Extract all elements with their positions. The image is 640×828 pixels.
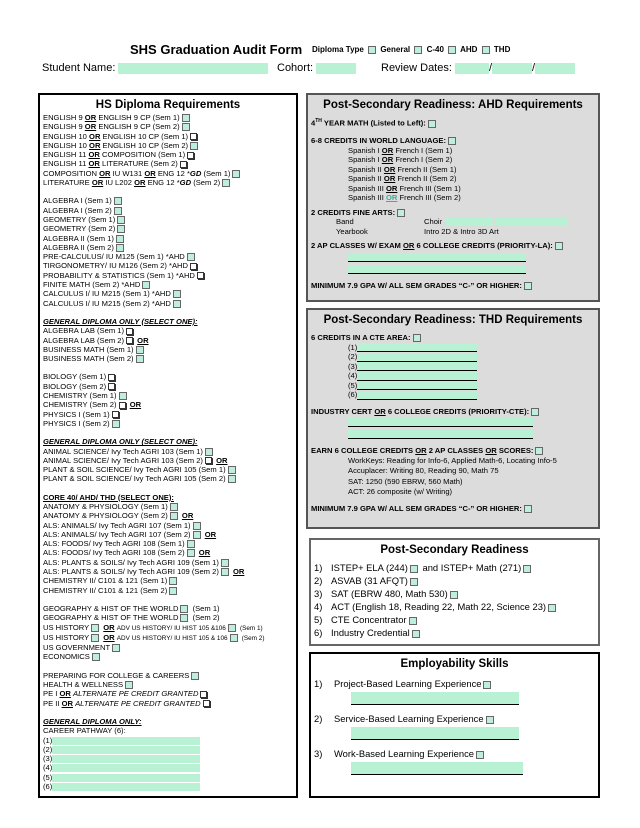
eng-row: ENGLISH 11 OR COMPOSITION (Sem 1) [43, 150, 264, 159]
arts-head: 2 CREDITS FINE ARTS: [311, 208, 568, 218]
checkbox[interactable] [173, 290, 181, 298]
social-row: US GOVERNMENT [43, 643, 264, 652]
cte-row: (3) [348, 362, 557, 372]
cert-field[interactable] [348, 430, 533, 439]
career-line: (6) [43, 782, 264, 791]
checkbox[interactable] [114, 197, 122, 205]
form-title: SHS Graduation Audit Form [130, 42, 303, 57]
lang-row: Spanish III OR French III (Sem 2) [348, 193, 461, 203]
psr-item: 3) SAT (EBRW 480, Math 530) [314, 587, 558, 600]
checkbox[interactable] [169, 577, 177, 585]
career-field[interactable] [52, 783, 200, 791]
eng-row: ENGLISH 9 OR ENGLISH 9 CP (Sem 1) [43, 113, 264, 122]
cert-fields [348, 418, 557, 439]
checkbox[interactable] [190, 142, 198, 150]
cte-field[interactable] [357, 343, 477, 352]
checkbox[interactable] [450, 591, 458, 599]
student-name-row [42, 62, 268, 74]
checkbox[interactable] [116, 235, 124, 243]
social-row: US HISTORY OR ADV US HISTORY/ IU HIST 105 &106 (Sem 1) [43, 622, 263, 632]
other-row: PE I OR ALTERNATE PE CREDIT GRANTED [43, 689, 264, 698]
checkbox[interactable] [182, 114, 190, 122]
math-row: ALGEBRA II (Sem 2) [43, 243, 264, 252]
emp-field[interactable] [351, 692, 519, 705]
checkbox[interactable] [92, 653, 100, 661]
checkbox[interactable] [428, 120, 436, 128]
checkbox[interactable] [117, 225, 125, 233]
gen1-row: BUSINESS MATH (Sem 2) [43, 354, 264, 363]
slash: / [532, 62, 536, 74]
thd-content [311, 333, 557, 513]
lang-head: 6-8 CREDITS IN WORLD LANGUAGE: [311, 136, 568, 146]
sci-row: BIOLOGY (Sem 1) [43, 372, 264, 381]
cte-field[interactable] [357, 353, 477, 362]
checkbox[interactable] [180, 614, 188, 622]
checkbox[interactable] [108, 383, 115, 390]
ap-field[interactable] [348, 253, 526, 262]
checkbox[interactable] [117, 216, 125, 224]
checkbox[interactable] [232, 170, 240, 178]
lang-list [348, 146, 568, 203]
gen1-row: ALGEBRA LAB (Sem 2) OR [43, 335, 149, 345]
ahd-content [311, 117, 568, 290]
checkbox[interactable] [368, 46, 376, 54]
eng-row: ENGLISH 10 OR ENGLISH 10 CP (Sem 1) [43, 132, 264, 141]
checkbox[interactable] [173, 300, 181, 308]
math-row: CALCULUS I/ IU M215 (Sem 1) *AHD [43, 289, 264, 298]
checkbox[interactable] [142, 281, 150, 289]
cte-list [348, 343, 557, 400]
core-row: CHEMISTRY II/ C101 & 121 (Sem 2) [43, 586, 264, 595]
ap-field[interactable] [348, 265, 526, 274]
checkbox[interactable] [190, 263, 197, 270]
checkbox[interactable] [483, 681, 491, 689]
checkbox[interactable] [203, 700, 210, 707]
checkbox[interactable] [414, 46, 422, 54]
career-line: (5) [43, 773, 264, 782]
lang-row: Spanish II OR French II (Sem 2) [348, 174, 457, 184]
other-row: PREPARING FOR COLLEGE & CAREERS [43, 671, 264, 680]
diploma-type-label: Diploma Type [312, 45, 364, 54]
cohort-row [277, 62, 356, 74]
psr-list [314, 561, 558, 639]
math-row: CALCULUS I/ IU M215 (Sem 2) *AHD [43, 299, 264, 308]
eng-row: COMPOSITION OR IU W131 OR ENG 12 *GD (Sem 1) [43, 169, 264, 178]
checkbox[interactable] [205, 457, 212, 464]
score-row: ACT: 26 composite (w/ Writing) [348, 487, 453, 496]
ahd-title: Post-Secondary Readiness: AHD Requirements [323, 99, 583, 111]
career-field[interactable] [52, 746, 200, 754]
student-name-label: Student Name: [42, 62, 116, 74]
social-row: GEOGRAPHY & HIST OF THE WORLD (Sem 2) [43, 613, 220, 623]
emp-item: 1) Project-Based Learning Experience [314, 677, 523, 691]
emp-item: 2) Service-Based Learning Experience [314, 712, 523, 726]
checkbox[interactable] [222, 179, 230, 187]
checkbox[interactable] [535, 447, 543, 455]
lang-row: Spanish II OR French II (Sem 1) [348, 164, 457, 174]
eng-row: LITERATURE OR IU L202 OR ENG 12 *GD (Sem 2) [43, 178, 264, 187]
math-row: FINITE MATH (Sem 2) *AHD [43, 280, 264, 289]
checkbox[interactable] [476, 751, 484, 759]
checkbox[interactable] [136, 355, 144, 363]
checkbox[interactable] [397, 209, 405, 217]
checkbox[interactable] [205, 448, 213, 456]
checkbox[interactable] [523, 565, 531, 573]
checkbox[interactable] [119, 402, 126, 409]
gen2-row: ANIMAL SCIENCE/ Ivy Tech AGRI 103 (Sem 2) OR [43, 455, 228, 465]
core-row: ALS: FOODS/ Ivy Tech AGRI 108 (Sem 2) OR [43, 548, 211, 558]
checkbox[interactable] [197, 272, 204, 279]
social-row: US HISTORY OR ADV US HISTORY/ IU HIST 105 & 106 (Sem 2) [43, 632, 265, 642]
ap-fields [348, 253, 568, 274]
math-row: ALGEBRA I (Sem 1) [43, 196, 264, 205]
career-field[interactable] [52, 755, 200, 763]
other-row: HEALTH & WELLNESS [43, 680, 264, 689]
type-c40: C-40 [426, 45, 444, 54]
review-dates-row [381, 62, 575, 74]
cte-row: (2) [348, 352, 557, 362]
checkbox[interactable] [136, 346, 144, 354]
eng-row: ENGLISH 10 OR ENGLISH 10 CP (Sem 2) [43, 141, 264, 150]
checkbox[interactable] [180, 161, 187, 168]
core-head: CORE 40/ AHD/ THD (SELECT ONE): [43, 492, 174, 502]
checkbox[interactable] [112, 420, 120, 428]
cohort-field[interactable] [316, 63, 356, 74]
psr-item: 5) CTE Concentrator [314, 613, 558, 626]
checkbox[interactable] [228, 475, 236, 483]
checkbox[interactable] [412, 630, 420, 638]
math-row: GEOMETRY (Sem 1) [43, 215, 264, 224]
cte-field[interactable] [357, 381, 477, 390]
lang-row: Spanish III OR French III (Sem 1) [348, 183, 461, 193]
sci-row: PHYSICS I (Sem 1) [43, 410, 264, 419]
math-row: GEOMETRY (Sem 2) [43, 224, 264, 233]
checkbox[interactable] [193, 531, 201, 539]
career-line: (4) [43, 763, 264, 772]
psr-title: Post-Secondary Readiness [380, 544, 529, 556]
core-row: ALS: PLANTS & SOILS/ Ivy Tech AGRI 109 (Sem 1) [43, 558, 264, 567]
score-row: SAT: 1250 (590 EBRW, 560 Math) [348, 476, 463, 486]
checkbox[interactable] [187, 253, 195, 261]
left-requirements [43, 113, 264, 791]
checkbox[interactable] [448, 137, 456, 145]
checkbox[interactable] [187, 549, 195, 557]
checkbox[interactable] [228, 624, 236, 632]
cohort-label: Cohort: [277, 62, 314, 74]
type-ahd: AHD [460, 45, 478, 54]
math-row: PRE-CALCULUS/ IU M125 (Sem 1) *AHD [43, 252, 264, 261]
hs-diploma-title: HS Diploma Requirements [95, 99, 241, 111]
checkbox[interactable] [112, 411, 119, 418]
earn-row: EARN 6 COLLEGE CREDITS OR 2 AP CLASSES OR SCORES: [311, 446, 557, 456]
math-row: TIRGONOMETRY/ IU M126 (Sem 2) *AHD [43, 261, 264, 270]
sci-row: PHYSICS I (Sem 2) [43, 419, 264, 428]
career-label: CAREER PATHWAY (6): [43, 726, 126, 736]
career-field[interactable] [52, 774, 200, 782]
gen2-row: PLANT & SOIL SCIENCE/ Ivy Tech AGRI 105 (Sem 1) [43, 465, 264, 474]
gen1-head: GENERAL DIPLOMA ONLY (SELECT ONE): [43, 316, 198, 326]
gen2-head: GENERAL DIPLOMA ONLY (SELECT ONE): [43, 437, 198, 447]
cte-row: (5) [348, 381, 557, 391]
core-row: ANATOMY & PHYSIOLOGY (Sem 2) OR [43, 511, 194, 521]
thd-title: Post-Secondary Readiness: THD Requirements [323, 314, 583, 326]
arts-field[interactable] [446, 218, 494, 226]
diploma-type-row [312, 45, 510, 54]
checkbox[interactable] [180, 605, 188, 613]
review-date-2[interactable] [492, 63, 532, 74]
cte-row: (4) [348, 371, 557, 381]
score-row: WorkKeys: Reading for Info-6, Applied Math-6, Locating Info-5 [348, 455, 557, 465]
ap-row: 2 AP CLASSES W/ EXAM OR 6 COLLEGE CREDITS (PRIORITY-LA): [311, 241, 568, 251]
checkbox[interactable] [524, 505, 532, 513]
checkbox[interactable] [187, 540, 195, 548]
core-row: ALS: ANIMALS/ Ivy Tech AGRI 107 (Sem 2) OR [43, 529, 217, 539]
lang-row: Spanish I OR French I (Sem 2) [348, 155, 453, 165]
checkbox[interactable] [413, 334, 421, 342]
math-row: PROBABILITY & STATISTICS (Sem 1) *AHD [43, 271, 264, 280]
slash: / [488, 62, 493, 74]
core-row: ALS: PLANTS & SOILS/ Ivy Tech AGRI 109 (Sem 2) OR [43, 567, 245, 577]
checkbox[interactable] [548, 604, 556, 612]
score-row: Accuplacer: Writing 80, Reading 90, Math 75 [348, 466, 499, 475]
checkbox[interactable] [91, 624, 99, 632]
core-row: ALS: FOODS/ Ivy Tech AGRI 108 (Sem 1) [43, 539, 264, 548]
review-date-1[interactable] [455, 63, 489, 74]
checkbox[interactable] [108, 374, 115, 381]
gen2-row: PLANT & SOIL SCIENCE/ Ivy Tech AGRI 105 (Sem 2) [43, 474, 264, 483]
arts-row: Band Choir [336, 217, 568, 227]
type-general: General [380, 45, 411, 54]
sci-row: CHEMISTRY (Sem 1) [43, 391, 264, 400]
emp-list [314, 677, 523, 775]
core-row: ANATOMY & PHYSIOLOGY (Sem 1) [43, 502, 264, 511]
gen1-row: BUSINESS MATH (Sem 1) [43, 345, 264, 354]
checkbox[interactable] [410, 578, 418, 586]
career-line: (2) [43, 745, 264, 754]
checkbox[interactable] [193, 522, 201, 530]
career-field[interactable] [52, 764, 200, 772]
checkbox[interactable] [221, 568, 229, 576]
core-row: CHEMISTRY II/ C101 & 121 (Sem 1) [43, 576, 264, 585]
checkbox[interactable] [112, 644, 120, 652]
gen2-row: ANIMAL SCIENCE/ Ivy Tech AGRI 103 (Sem 1) [43, 447, 264, 456]
math-row: ALGEBRA I (Sem 2) [43, 206, 264, 215]
cert-field[interactable] [348, 418, 533, 427]
cert-row: INDUSTRY CERT OR 6 COLLEGE CREDITS (PRIORITY-CTE): [311, 407, 557, 417]
core-row: ALS: ANIMALS/ Ivy Tech AGRI 107 (Sem 1) [43, 521, 264, 530]
psr-item: 2) ASVAB (31 AFQT) [314, 574, 558, 587]
cte-field[interactable] [357, 362, 477, 371]
checkbox[interactable] [486, 716, 494, 724]
cte-field[interactable] [357, 391, 477, 400]
checkbox[interactable] [555, 242, 563, 250]
lang-row: Spanish I OR French I (Sem 1) [348, 145, 453, 155]
checkbox[interactable] [482, 46, 490, 54]
ahd-gpa: MINIMUM 7.9 GPA W/ ALL SEM GRADES “C-” OR HIGHER: [311, 281, 568, 291]
checkbox[interactable] [169, 587, 177, 595]
math-row: ALGEBRA II (Sem 1) [43, 234, 264, 243]
cte-row: (1) [348, 343, 557, 353]
eng-row: ENGLISH 11 OR LITERATURE (Sem 2) [43, 159, 264, 168]
math4-row: 4TH YEAR MATH (Listed to Left): [311, 117, 568, 128]
checkbox[interactable] [126, 328, 133, 335]
checkbox[interactable] [531, 408, 539, 416]
social-row: GEOGRAPHY & HIST OF THE WORLD (Sem 1) [43, 603, 220, 613]
checkbox[interactable] [170, 503, 178, 511]
checkbox[interactable] [114, 207, 122, 215]
checkbox[interactable] [524, 282, 532, 290]
emp-field[interactable] [351, 727, 519, 740]
checkbox[interactable] [116, 244, 124, 252]
emp-item: 3) Work-Based Learning Experience [314, 747, 523, 761]
career-line: (3) [43, 754, 264, 763]
review-dates-label: Review Dates: [381, 62, 452, 74]
checkbox[interactable] [182, 123, 190, 131]
checkbox[interactable] [448, 46, 456, 54]
checkbox[interactable] [191, 672, 199, 680]
emp-field[interactable] [351, 762, 523, 775]
review-date-3[interactable] [535, 63, 575, 74]
sci-row: CHEMISTRY (Sem 2) OR [43, 400, 142, 410]
gen3-head: GENERAL DIPLOMA ONLY: [43, 716, 142, 726]
career-line: (1) [43, 736, 264, 745]
checkbox[interactable] [91, 634, 99, 642]
student-name-field[interactable] [118, 63, 268, 74]
psr-item: 1) ISTEP+ ELA (244) and ISTEP+ Math (271) [314, 561, 558, 574]
arts-field[interactable] [496, 218, 568, 226]
social-row: ECONOMICS [43, 652, 264, 661]
score-list [348, 456, 557, 498]
cte-field[interactable] [357, 372, 477, 381]
checkbox[interactable] [221, 559, 229, 567]
checkbox[interactable] [409, 617, 417, 625]
checkbox[interactable] [200, 691, 207, 698]
checkbox[interactable] [119, 392, 127, 400]
checkbox[interactable] [410, 565, 418, 573]
checkbox[interactable] [126, 337, 133, 344]
checkbox[interactable] [230, 634, 238, 642]
checkbox[interactable] [125, 681, 133, 689]
psr-item: 4) ACT (English 18, Reading 22, Math 22, Science 23) [314, 600, 558, 613]
checkbox[interactable] [228, 466, 236, 474]
cte-row: (6) [348, 390, 557, 400]
checkbox[interactable] [190, 133, 197, 140]
cte-head: 6 CREDITS IN A CTE AREA: [311, 333, 557, 343]
arts-row: Yearbook Intro 2D & Intro 3D Art [336, 226, 499, 236]
eng-row: ENGLISH 9 OR ENGLISH 9 CP (Sem 2) [43, 122, 264, 131]
checkbox[interactable] [187, 152, 194, 159]
gen1-row: ALGEBRA LAB (Sem 1) [43, 326, 264, 335]
sci-row: BIOLOGY (Sem 2) [43, 382, 264, 391]
checkbox[interactable] [170, 512, 178, 520]
career-field[interactable] [52, 737, 200, 745]
thd-gpa: MINIMUM 7.9 GPA W/ ALL SEM GRADES “C-” OR HIGHER: [311, 504, 557, 514]
emp-title: Employability Skills [400, 658, 509, 670]
type-thd: THD [493, 45, 511, 54]
other-row: PE II OR ALTERNATE PE CREDIT GRANTED [43, 699, 264, 708]
psr-item: 6) Industry Credential [314, 626, 558, 639]
